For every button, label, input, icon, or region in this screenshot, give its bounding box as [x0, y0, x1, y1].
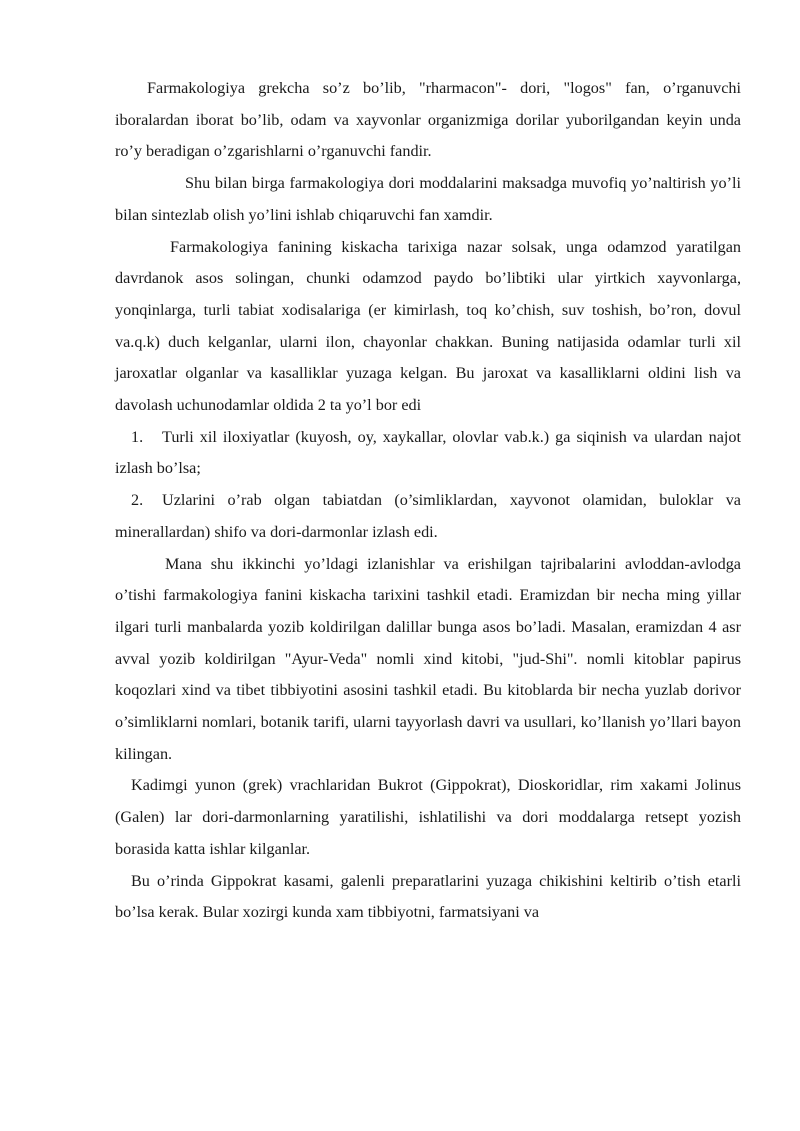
list-item	[115, 485, 741, 548]
list-item	[115, 422, 741, 485]
paragraph-history: Farmakologiya fanining kiskacha tarixiga nazar solsak, unga odamzod yaratilgan davrdanok asos solingan, chunki odamzod paydo bo’libtiki ular yirtkich xayvonlarga, yonqinlarga, turli tabiat xodisalariga (er kimirlash, toq ko’chish, suv toshish, bo’ron, dovul va.q.k) duch kelganlar, ularni ilon, chayonlar chakkan. Buning natijasida odamlar turli xil jaroxatlar olganlar va kasalliklar yuzaga kelgan. Bu jaroxat va kasalliklarni oldini lish va davolash uchunodamlar oldida 2 ta yo’l bor edi	[115, 237, 741, 415]
list-text: Uzlarini o’rab olgan tabiatdan (o’simliklardan, xayvonot olamidan, buloklar va minerallardan) shifo va dori-darmonlar izlash edi.	[115, 491, 741, 541]
document-body	[115, 73, 741, 929]
list-text: Turli xil iloxiyatlar (kuyosh, oy, xaykallar, olovlar vab.k.) ga siqinish va ulardan najot izlash bo’lsa;	[115, 427, 741, 478]
paragraph-greek: Kadimgi yunon (grek) vrachlaridan Bukrot (Gippokrat), Dioskoridlar, rim xakami Jolinus (Galen) lar dori-darmonlarning yaratilishi, ishlatilishi va dori moddalarga retsept yozish borasida katta ishlar kilganlar.	[115, 776, 741, 858]
list-number: 2.	[131, 491, 144, 510]
list-number: 1.	[131, 427, 144, 446]
paragraph-intro: Farmakologiya grekcha so’z bo’lib, "rharmacon"- dori, "logos" fan, o’rganuvchi iboralardan iborat bo’lib, odam va xayvonlar organizmiga dorilar yuborilgandan keyin unda ro’y beradigan o’zgarishlarni o’rganuvchi fandir.	[115, 79, 741, 161]
paragraph-synthesis: Shu bilan birga farmakologiya dori moddalarini maksadga muvofiq yo’naltirish yo’li bilan sintezlab olish yo’lini ishlab chiqaruvchi fan xamdir.	[115, 174, 741, 224]
paragraph-sources: Mana shu ikkinchi yo’ldagi izlanishlar va erishilgan tajribalarini avloddan-avlodga o’tishi farmakologiya fanini kiskacha tarixini tashkil etadi. Eramizdan bir necha ming yillar ilgari turli manbalarda yozib koldirilgan dalillar bunga asos bo’ladi. Masalan, eramizdan 4 asr avval yozib koldirilgan "Ayur-Veda" nomli xind kitobi, "jud-Shi". nomli kitoblar papirus koqozlari xind va tibet tibbiyotini asosini tashkil etadi. Bu kitoblarda bir necha yuzlab dorivor o’simliklarni nomlari, botanik tarifi, ularni tayyorlash davri va usullari, ko’llanish yo’llari bayon kilingan.	[115, 554, 741, 763]
paragraph-gippokrat: Bu o’rinda Gippokrat kasami, galenli preparatlarini yuzaga chikishini keltirib o’tish etarli bo’lsa kerak. Bular xozirgi kunda xam tibbiyotni, farmatsiyani va	[115, 871, 741, 922]
